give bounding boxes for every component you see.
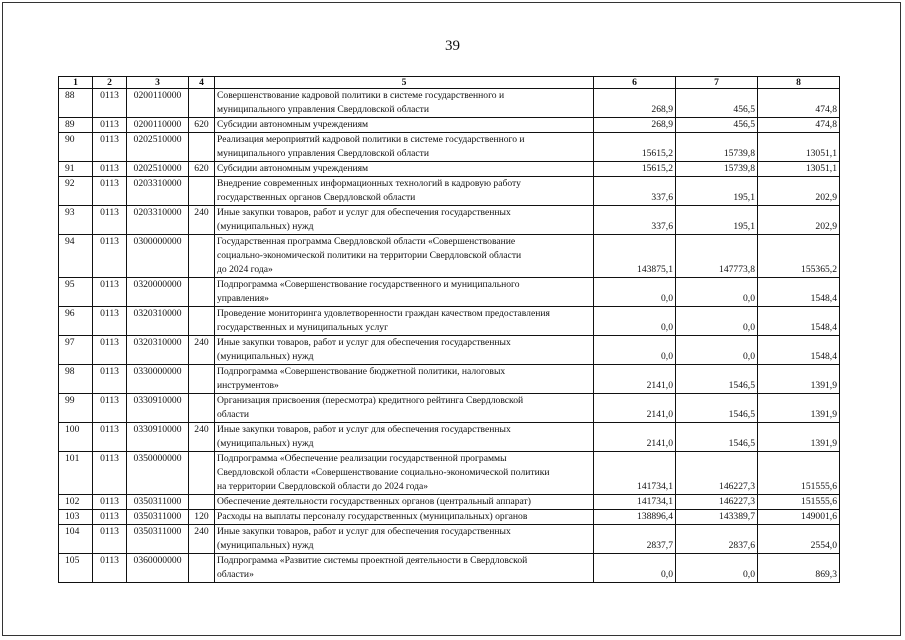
target-code-cell: 0320310000 (127, 307, 189, 336)
description-line: Подпрограмма «Совершенствование бюджетной политики, налоговых (217, 366, 506, 377)
row-number-cell: 90 (59, 133, 93, 162)
description-line: Иные закупки товаров, работ и услуг для обеспечения государственных (217, 424, 511, 435)
row-number-cell: 91 (59, 162, 93, 177)
description-line: на территории Свердловской области до 2024 года» (217, 481, 429, 492)
row-number-cell: 102 (59, 495, 93, 510)
description-cell (215, 525, 594, 554)
expense-type-cell: 240 (189, 206, 215, 235)
description-cell (215, 452, 594, 495)
description-cell (215, 177, 594, 206)
row-number-cell: 95 (59, 278, 93, 307)
table-row (59, 307, 840, 336)
description-cell (215, 394, 594, 423)
description-line: управления» (217, 293, 269, 304)
expense-type-cell (189, 177, 215, 206)
section-code-cell: 0113 (93, 423, 127, 452)
target-code-cell: 0350000000 (127, 452, 189, 495)
amount-col6-cell: 138896,4 (594, 510, 676, 525)
amount-col7-cell: 15739,8 (676, 133, 758, 162)
table-row (59, 336, 840, 365)
description-cell (215, 554, 594, 583)
description-line: Организация присвоения (пересмотра) кредитного рейтинга Свердловской (217, 395, 524, 406)
amount-col8-cell: 1548,4 (758, 307, 840, 336)
row-number-cell: 98 (59, 365, 93, 394)
description-line: Государственная программа Свердловской области «Совершенствование (217, 236, 516, 247)
expense-type-cell: 620 (189, 162, 215, 177)
amount-col7-cell: 2837,6 (676, 525, 758, 554)
section-code-cell: 0113 (93, 133, 127, 162)
amount-col8-cell: 149001,6 (758, 510, 840, 525)
expense-type-cell (189, 89, 215, 118)
amount-col7-cell: 146227,3 (676, 495, 758, 510)
description-cell (215, 162, 594, 177)
description-line: (муниципальных) нужд (217, 438, 314, 449)
amount-col8-cell: 1391,9 (758, 394, 840, 423)
amount-col6-cell: 0,0 (594, 336, 676, 365)
description-cell (215, 118, 594, 133)
amount-col8-cell: 13051,1 (758, 162, 840, 177)
amount-col7-cell: 456,5 (676, 118, 758, 133)
amount-col7-cell: 0,0 (676, 307, 758, 336)
table-row (59, 278, 840, 307)
row-number-cell: 96 (59, 307, 93, 336)
amount-col8-cell: 2554,0 (758, 525, 840, 554)
amount-col6-cell: 15615,2 (594, 133, 676, 162)
description-cell (215, 235, 594, 278)
amount-col6-cell: 143875,1 (594, 235, 676, 278)
column-header: 1 (59, 77, 93, 89)
description-line: государственных органов Свердловской области (217, 192, 416, 203)
amount-col8-cell: 202,9 (758, 177, 840, 206)
section-code-cell: 0113 (93, 206, 127, 235)
description-line: муниципального управления Свердловской области (217, 148, 429, 159)
description-line: (муниципальных) нужд (217, 351, 314, 362)
budget-table (58, 76, 840, 583)
column-header: 7 (676, 77, 758, 89)
description-cell (215, 510, 594, 525)
amount-col8-cell: 202,9 (758, 206, 840, 235)
target-code-cell: 0350311000 (127, 525, 189, 554)
amount-col6-cell: 2837,7 (594, 525, 676, 554)
page-number: 39 (445, 38, 460, 54)
description-line: Внедрение современных информационных технологий в кадровую работу (217, 178, 521, 189)
description-line: Субсидии автономным учреждениям (217, 163, 369, 174)
target-code-cell: 0203310000 (127, 206, 189, 235)
amount-col8-cell: 155365,2 (758, 235, 840, 278)
amount-col6-cell: 141734,1 (594, 495, 676, 510)
amount-col7-cell: 195,1 (676, 206, 758, 235)
amount-col6-cell: 15615,2 (594, 162, 676, 177)
description-line: области» (217, 569, 254, 580)
description-line: Расходы на выплаты персоналу государственных (муниципальных) органов (217, 511, 528, 522)
description-line: Иные закупки товаров, работ и услуг для обеспечения государственных (217, 337, 511, 348)
table-row (59, 423, 840, 452)
target-code-cell: 0300000000 (127, 235, 189, 278)
description-line: социально-экономической политики на территории Свердловской области (217, 250, 522, 261)
table-row (59, 162, 840, 177)
description-line: государственных и муниципальных услуг (217, 322, 389, 333)
description-cell (215, 423, 594, 452)
description-line: (муниципальных) нужд (217, 540, 314, 551)
table-row (59, 525, 840, 554)
description-cell (215, 278, 594, 307)
section-code-cell: 0113 (93, 89, 127, 118)
amount-col6-cell: 141734,1 (594, 452, 676, 495)
amount-col7-cell: 0,0 (676, 336, 758, 365)
amount-col6-cell: 268,9 (594, 89, 676, 118)
table-row (59, 133, 840, 162)
amount-col8-cell: 1548,4 (758, 336, 840, 365)
amount-col8-cell: 474,8 (758, 118, 840, 133)
description-line: Субсидии автономным учреждениям (217, 119, 369, 130)
row-number-cell: 92 (59, 177, 93, 206)
table-row (59, 235, 840, 278)
row-number-cell: 89 (59, 118, 93, 133)
expense-type-cell: 620 (189, 118, 215, 133)
row-number-cell: 94 (59, 235, 93, 278)
amount-col8-cell: 1548,4 (758, 278, 840, 307)
expense-type-cell: 240 (189, 423, 215, 452)
expense-type-cell (189, 278, 215, 307)
description-line: (муниципальных) нужд (217, 221, 314, 232)
amount-col7-cell: 147773,8 (676, 235, 758, 278)
table-row (59, 495, 840, 510)
target-code-cell: 0200110000 (127, 89, 189, 118)
table-row (59, 365, 840, 394)
description-line: муниципального управления Свердловской области (217, 104, 429, 115)
table-row (59, 206, 840, 235)
expense-type-cell (189, 307, 215, 336)
target-code-cell: 0330000000 (127, 365, 189, 394)
target-code-cell: 0330910000 (127, 423, 189, 452)
section-code-cell: 0113 (93, 495, 127, 510)
description-line: до 2024 года» (217, 264, 273, 275)
table-row (59, 554, 840, 583)
amount-col6-cell: 0,0 (594, 307, 676, 336)
description-cell (215, 307, 594, 336)
amount-col6-cell: 0,0 (594, 554, 676, 583)
amount-col7-cell: 1546,5 (676, 423, 758, 452)
amount-col8-cell: 13051,1 (758, 133, 840, 162)
amount-col6-cell: 337,6 (594, 177, 676, 206)
column-header: 4 (189, 77, 215, 89)
target-code-cell: 0200110000 (127, 118, 189, 133)
amount-col8-cell: 151555,6 (758, 495, 840, 510)
description-line: Иные закупки товаров, работ и услуг для обеспечения государственных (217, 526, 511, 537)
section-code-cell: 0113 (93, 162, 127, 177)
amount-col8-cell: 1391,9 (758, 365, 840, 394)
table-row (59, 452, 840, 495)
description-cell (215, 336, 594, 365)
column-header: 6 (594, 77, 676, 89)
row-number-cell: 103 (59, 510, 93, 525)
amount-col8-cell: 151555,6 (758, 452, 840, 495)
row-number-cell: 100 (59, 423, 93, 452)
amount-col7-cell: 0,0 (676, 554, 758, 583)
section-code-cell: 0113 (93, 177, 127, 206)
amount-col7-cell: 195,1 (676, 177, 758, 206)
table-row (59, 118, 840, 133)
amount-col8-cell: 869,3 (758, 554, 840, 583)
expense-type-cell: 240 (189, 525, 215, 554)
description-cell (215, 495, 594, 510)
amount-col6-cell: 337,6 (594, 206, 676, 235)
expense-type-cell (189, 235, 215, 278)
description-line: инструментов» (217, 380, 279, 391)
column-header: 3 (127, 77, 189, 89)
description-cell (215, 133, 594, 162)
description-line: Реализация мероприятий кадровой политики в системе государственного и (217, 134, 525, 145)
table-row (59, 177, 840, 206)
description-line: Проведение мониторинга удовлетворенности граждан качеством предоставления (217, 308, 550, 319)
section-code-cell: 0113 (93, 336, 127, 365)
target-code-cell: 0320310000 (127, 336, 189, 365)
row-number-cell: 104 (59, 525, 93, 554)
row-number-cell: 88 (59, 89, 93, 118)
description-line: Свердловской области «Совершенствование социально-экономической политики (217, 467, 550, 478)
expense-type-cell (189, 452, 215, 495)
column-header: 2 (93, 77, 127, 89)
target-code-cell: 0202510000 (127, 162, 189, 177)
amount-col7-cell: 1546,5 (676, 394, 758, 423)
section-code-cell: 0113 (93, 452, 127, 495)
row-number-cell: 93 (59, 206, 93, 235)
row-number-cell: 99 (59, 394, 93, 423)
section-code-cell: 0113 (93, 365, 127, 394)
amount-col6-cell: 268,9 (594, 118, 676, 133)
description-cell (215, 365, 594, 394)
expense-type-cell (189, 495, 215, 510)
table-row (59, 510, 840, 525)
expense-type-cell (189, 554, 215, 583)
target-code-cell: 0350311000 (127, 510, 189, 525)
amount-col8-cell: 474,8 (758, 89, 840, 118)
description-line: Подпрограмма «Обеспечение реализации государственной программы (217, 453, 507, 464)
amount-col7-cell: 456,5 (676, 89, 758, 118)
amount-col7-cell: 0,0 (676, 278, 758, 307)
expense-type-cell (189, 133, 215, 162)
column-header: 8 (758, 77, 840, 89)
amount-col7-cell: 15739,8 (676, 162, 758, 177)
column-header: 5 (215, 77, 594, 89)
amount-col7-cell: 143389,7 (676, 510, 758, 525)
amount-col6-cell: 2141,0 (594, 423, 676, 452)
section-code-cell: 0113 (93, 554, 127, 583)
amount-col7-cell: 1546,5 (676, 365, 758, 394)
description-line: Иные закупки товаров, работ и услуг для обеспечения государственных (217, 207, 511, 218)
section-code-cell: 0113 (93, 307, 127, 336)
target-code-cell: 0202510000 (127, 133, 189, 162)
description-line: Подпрограмма «Совершенствование государственного и муниципального (217, 279, 520, 290)
expense-type-cell (189, 365, 215, 394)
expense-type-cell: 240 (189, 336, 215, 365)
section-code-cell: 0113 (93, 118, 127, 133)
table-header-row (59, 77, 840, 89)
target-code-cell: 0330910000 (127, 394, 189, 423)
description-line: Совершенствование кадровой политики в системе государственного и (217, 90, 505, 101)
section-code-cell: 0113 (93, 394, 127, 423)
amount-col6-cell: 2141,0 (594, 365, 676, 394)
row-number-cell: 105 (59, 554, 93, 583)
row-number-cell: 97 (59, 336, 93, 365)
amount-col6-cell: 2141,0 (594, 394, 676, 423)
table-row (59, 89, 840, 118)
row-number-cell: 101 (59, 452, 93, 495)
amount-col8-cell: 1391,9 (758, 423, 840, 452)
amount-col6-cell: 0,0 (594, 278, 676, 307)
target-code-cell: 0320000000 (127, 278, 189, 307)
description-cell (215, 89, 594, 118)
table-body (59, 89, 840, 583)
table-row (59, 394, 840, 423)
expense-type-cell (189, 394, 215, 423)
description-cell (215, 206, 594, 235)
target-code-cell: 0350311000 (127, 495, 189, 510)
target-code-cell: 0203310000 (127, 177, 189, 206)
expense-type-cell: 120 (189, 510, 215, 525)
description-line: области (217, 409, 250, 420)
section-code-cell: 0113 (93, 525, 127, 554)
section-code-cell: 0113 (93, 235, 127, 278)
description-line: Обеспечение деятельности государственных органов (центральный аппарат) (217, 496, 531, 507)
section-code-cell: 0113 (93, 278, 127, 307)
target-code-cell: 0360000000 (127, 554, 189, 583)
description-line: Подпрограмма «Развитие системы проектной деятельности в Свердловской (217, 555, 528, 566)
section-code-cell: 0113 (93, 510, 127, 525)
amount-col7-cell: 146227,3 (676, 452, 758, 495)
